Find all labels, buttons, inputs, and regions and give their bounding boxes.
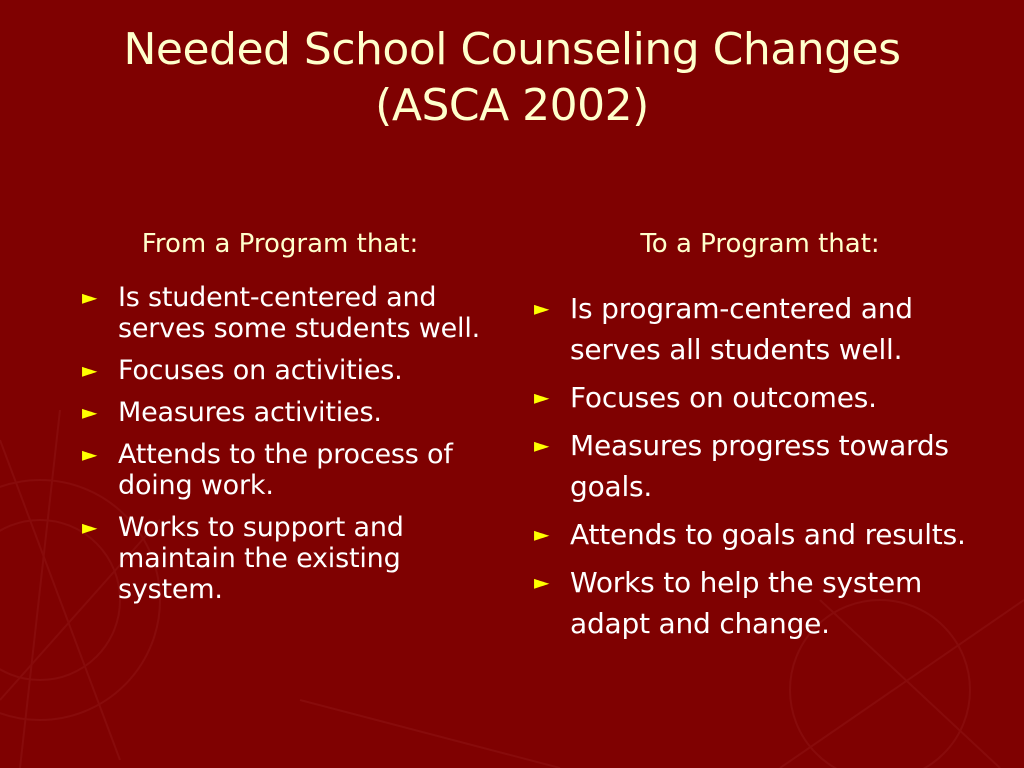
left-item-text: Focuses on activities.	[118, 355, 403, 386]
slide-title-line-2: (ASCA 2002)	[375, 80, 649, 131]
right-item-text: Measures progress towards goals.	[570, 429, 949, 503]
right-item-text: Is program-centered and serves all students well.	[570, 292, 913, 366]
left-item-text: Works to support and maintain the existing system.	[118, 512, 404, 605]
arrow-bullet-icon: ►	[82, 515, 98, 539]
arrow-bullet-icon: ►	[534, 522, 550, 546]
left-list-item	[80, 397, 510, 428]
left-item-text: Is student-centered and serves some students well.	[118, 282, 481, 344]
right-bullet-list	[532, 288, 992, 651]
right-item-text: Works to help the system adapt and change.	[570, 566, 923, 640]
left-item-text: Attends to the process of doing work.	[118, 439, 453, 501]
right-list-item	[532, 425, 992, 507]
arrow-bullet-icon: ►	[82, 400, 98, 424]
arrow-bullet-icon: ►	[534, 433, 550, 457]
left-list-item	[80, 512, 510, 605]
left-item-text: Measures activities.	[118, 397, 382, 428]
arrow-bullet-icon: ►	[534, 385, 550, 409]
right-list-item	[532, 288, 992, 370]
right-list-item	[532, 562, 992, 644]
left-list-item	[80, 355, 510, 386]
slide-title	[0, 22, 1024, 134]
left-list-item	[80, 439, 510, 501]
left-bullet-list	[80, 282, 510, 616]
slide-title-line-1: Needed School Counseling Changes	[123, 24, 901, 75]
left-column-heading: From a Program that:	[141, 229, 419, 259]
arrow-bullet-icon: ►	[82, 358, 98, 382]
left-list-item	[80, 282, 510, 344]
right-column-heading: To a Program that:	[640, 229, 880, 259]
arrow-bullet-icon: ►	[534, 296, 550, 320]
right-item-text: Attends to goals and results.	[570, 518, 966, 551]
arrow-bullet-icon: ►	[82, 442, 98, 466]
right-list-item	[532, 514, 992, 555]
arrow-bullet-icon: ►	[534, 570, 550, 594]
right-item-text: Focuses on outcomes.	[570, 381, 877, 414]
right-list-item	[532, 377, 992, 418]
arrow-bullet-icon: ►	[82, 285, 98, 309]
